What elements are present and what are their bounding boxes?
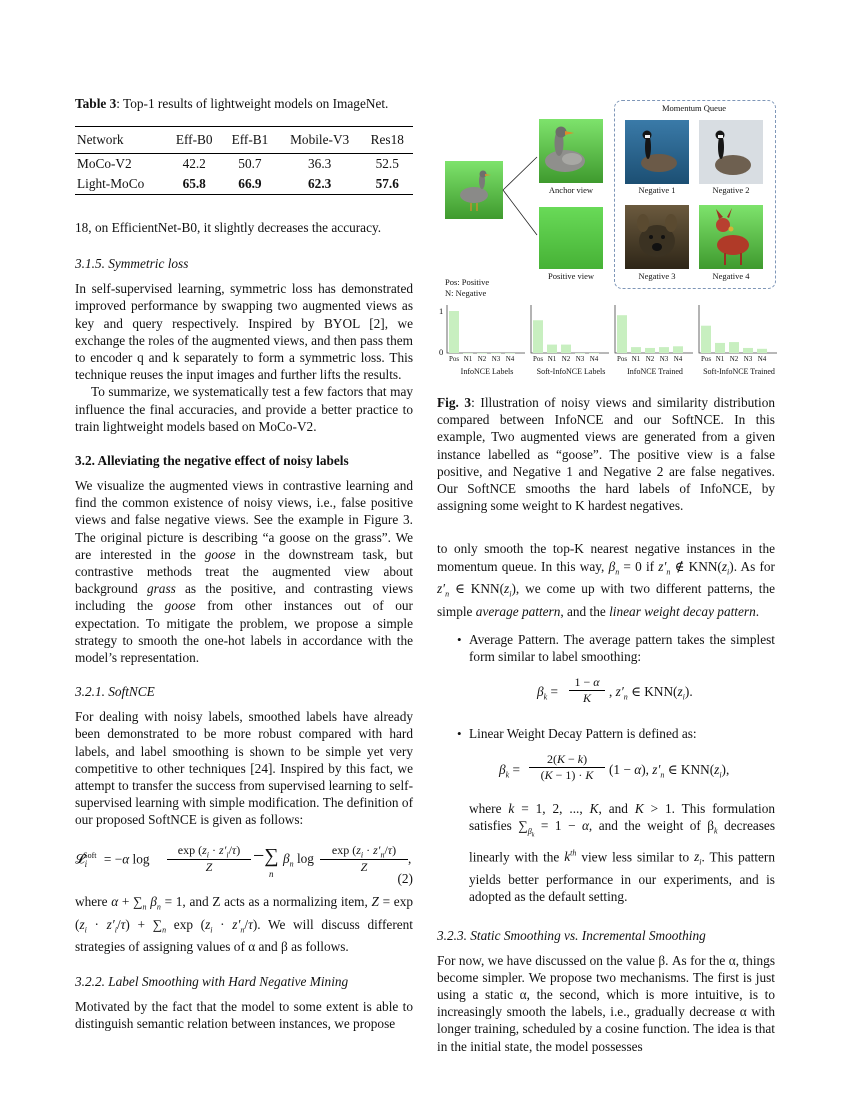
chart-tick-label: N3 bbox=[491, 355, 501, 363]
chart-tick-label: N1 bbox=[463, 355, 473, 363]
figure-3 bbox=[437, 95, 777, 385]
negative-4-label: Negative 4 bbox=[712, 271, 750, 281]
emphasis-average-pattern: average pattern bbox=[475, 604, 561, 620]
text-run: This formulation satisfies bbox=[469, 801, 775, 834]
chart-bar bbox=[589, 353, 599, 354]
paragraph-static-smoothing: For now, we have discussed on the value β. As for the α, things become simpler. We propose two mechanisms. The first is just using a static α, the second, which is more intuitive, is to increasingly smooth the labels, i.e., gradually decrease α with longer training, scheduled by a cosine function. The idea is that in the initial state, the model possesses bbox=[437, 952, 775, 1054]
chart-tick-label: N2 bbox=[729, 355, 739, 363]
paragraph-intro: 18, on EfficientNet-B0, it slightly decreases the accuracy. bbox=[75, 220, 382, 235]
chart-panel-title: Soft-InfoNCE Labels bbox=[536, 367, 606, 376]
paragraph-summary: To summarize, we systematically test a few factors that may influence the final accuracies, and provide a better practice to train lightweight models based on MoCo-V2. bbox=[75, 384, 413, 434]
y-axis-zero-label: 0 bbox=[439, 347, 444, 357]
text-run: to only smooth the top-K nearest negative instances in the momentum queue. In this way, bbox=[437, 541, 775, 574]
table-cell: 52.5 bbox=[375, 156, 399, 171]
text-run: as the positive, and contrasting views including the bbox=[75, 581, 413, 614]
section-heading-3-2-1: 3.2.1. SoftNCE bbox=[75, 684, 155, 700]
equation-average: $\beta_k$ = 1 − α K , $z'_n$ ∈ $KNN(z_i)$. bbox=[537, 674, 693, 705]
connector-line bbox=[503, 190, 537, 235]
chart-tick-label: N1 bbox=[631, 355, 641, 363]
chart-bar bbox=[547, 345, 557, 353]
connector-line bbox=[503, 157, 537, 190]
paragraph-noisy-labels bbox=[75, 477, 413, 666]
section-heading-3-2-2: 3.2.2. Label Smoothing with Hard Negative Mining bbox=[75, 973, 349, 989]
right-column bbox=[437, 394, 775, 1055]
paragraph-softnce: For dealing with noisy labels, smoothed labels have already been demonstrated to be more robust compared with hard labels, and label smoothing is shown to be simple yet very competitive to other techniques [24]. Inspired by this fact, we attempt to transfer the success from supervised learning to self-supervised learning with simple modification. The definition of our proposed SoftNCE is given as follows: bbox=[75, 709, 413, 828]
table-cell: Light-MoCo bbox=[77, 176, 145, 191]
legend-positive: Pos: Positive bbox=[445, 277, 490, 287]
table-cell: 65.8 bbox=[182, 176, 206, 191]
chart-tick-label: N4 bbox=[757, 355, 767, 363]
original-goose-image bbox=[445, 161, 503, 219]
chart-bar bbox=[505, 353, 515, 354]
chart-bar bbox=[617, 315, 627, 353]
table-header-cell: Eff-B0 bbox=[175, 132, 213, 147]
equation-number: (2) bbox=[397, 870, 413, 886]
text-run: in the downstream task, but contrastive methods treat the augmented view about background bbox=[75, 546, 413, 597]
emphasis-grass: grass bbox=[146, 581, 176, 597]
text-run: view less similar to bbox=[581, 849, 690, 865]
legend-negative: N: Negative bbox=[445, 288, 487, 298]
figure-caption bbox=[437, 394, 775, 514]
chart-tick-label: N3 bbox=[743, 355, 753, 363]
chart-tick-label: N2 bbox=[561, 355, 571, 363]
table-header-row bbox=[75, 127, 413, 154]
text-run: and Z acts as a normalizing item, bbox=[189, 893, 368, 909]
negative-1-label: Negative 1 bbox=[638, 185, 676, 195]
figure-caption-text: : Illustration of noisy views and similarity distribution compared between InfoNCE and our SoftNCE. In this example, Two augmented views are generated from a given instance labelled as “goose”. The positive view is a false positive, and Negative 1 and Negative 2 are false negatives. Our SoftNCE smooths the hard labels of InfoNCE, by assigning some weight to K hardest negatives. bbox=[437, 395, 775, 514]
table-header-cell: Network bbox=[77, 132, 124, 147]
chart-bar bbox=[729, 342, 739, 353]
chart-bar bbox=[631, 347, 641, 353]
chart-tick-label: Pos bbox=[448, 355, 460, 363]
negative-2-label: Negative 2 bbox=[712, 185, 750, 195]
paragraph-where-k: where k = 1, 2, ..., K, and K > 1. This formulation satisfies $\sum_{\beta_k} = 1 - \alpha$, and the weight of $\beta_k$ decreases linearly with the $k^{th}$ view less similar to $z_i$. This pattern yields better performance in our experiments, and is adopted as the default setting. bbox=[469, 801, 775, 905]
emphasis-goose: goose bbox=[204, 546, 236, 562]
equation-linear: $\beta_k$ = 2(K − k) (K − 1) · K (1 − α), $z'_n$ ∈ $KNN(z_i)$, bbox=[499, 752, 730, 783]
similarity-chart-bars bbox=[449, 311, 767, 354]
table-cell: 66.9 bbox=[238, 176, 262, 191]
table-caption bbox=[75, 95, 413, 112]
anchor-view-image bbox=[539, 119, 603, 183]
section-heading-3-2: 3.2. Alleviating the negative effect of noisy labels bbox=[75, 453, 349, 469]
table-cell: 62.3 bbox=[308, 176, 332, 191]
equation-softnce: 𝓛$_i^{Soft}$ = −α log $\exp (z_i \cdot z'_i/\tau)$ Z −∑ n $\beta_n$ log $\exp (z_i \cdot z'_n/\tau)$ Z , (2) bbox=[75, 842, 413, 886]
text-run: We visualize the augmented views in contrastive learning and find the common existence of noisy views, i.e., false positive views and false negative views. See the example in Figure 3. The original picture is describing “a goose on the grass”. We are interested in the bbox=[75, 478, 413, 562]
chart-tick-label: N1 bbox=[715, 355, 725, 363]
chart-bar bbox=[645, 348, 655, 353]
results-table bbox=[75, 126, 413, 195]
y-axis-one-label: 1 bbox=[439, 306, 444, 316]
chart-tick-label: N1 bbox=[547, 355, 557, 363]
paragraph-top-k: to only smooth the top-K nearest negative instances in the momentum queue. In this way, $\beta_n = 0$ if $z'_n$ ∉ $KNN(z_i)$. As for $z'_n$ ∈ $KNN(z_i)$, we come up with two different patterns, the simple average pattern, and the linear weight decay pattern. bbox=[437, 541, 775, 620]
left-column bbox=[75, 95, 413, 1032]
chart-bar bbox=[463, 353, 473, 354]
chart-panel-title: InfoNCE Trained bbox=[627, 367, 683, 376]
emphasis-linear-pattern: linear weight decay pattern bbox=[609, 604, 756, 620]
text-run: This pattern yields better performance in our experiments, and is adopted as the default setting. bbox=[469, 849, 775, 905]
chart-tick-label: Pos bbox=[532, 355, 544, 363]
table-header-cell: Res18 bbox=[370, 132, 404, 147]
chart-bar bbox=[701, 326, 711, 353]
chart-bar bbox=[743, 348, 753, 353]
chart-panel-title: InfoNCE Labels bbox=[460, 367, 514, 376]
text-run: decreases linearly with the bbox=[469, 818, 775, 865]
chart-bar bbox=[659, 347, 669, 353]
chart-bar bbox=[449, 311, 459, 353]
anchor-view-label: Anchor view bbox=[548, 185, 594, 195]
paragraph-where-alpha: where $\alpha + \sum_n$ $\beta_n = 1$, and Z acts as a normalizing item, $Z = \exp (z_i \cdot z'_i/\tau) + \sum_n$ $\exp (z_i \cdot z'_n/\tau)$. We will discuss different strategies of assigning values of α and β as follows. bbox=[75, 893, 413, 955]
text-run: and the weight of β bbox=[598, 818, 715, 834]
momentum-queue-label: Momentum Queue bbox=[662, 103, 726, 113]
chart-tick-label: N4 bbox=[589, 355, 599, 363]
bullet-linear-pattern: • Linear Weight Decay Pattern is defined as: bbox=[437, 725, 775, 742]
text-run: We will discuss different strategies of assigning values of α and β as follows. bbox=[75, 916, 413, 955]
text-run: , and the bbox=[560, 604, 606, 620]
table-cell: MoCo-V2 bbox=[77, 156, 132, 171]
chart-tick-label: Pos bbox=[616, 355, 628, 363]
positive-view-image bbox=[539, 207, 603, 269]
section-heading-3-2-3: 3.2.3. Static Smoothing vs. Incremental Smoothing bbox=[437, 927, 706, 943]
chart-tick-label: N2 bbox=[645, 355, 655, 363]
text-run: we come up with two different patterns, the simple bbox=[437, 581, 775, 620]
chart-bar bbox=[715, 343, 725, 353]
chart-bar bbox=[491, 353, 501, 354]
chart-tick-label: Pos bbox=[700, 355, 712, 363]
chart-bar bbox=[673, 346, 683, 353]
chart-tick-label: N4 bbox=[505, 355, 515, 363]
figure-caption-label: Fig. 3 bbox=[437, 395, 472, 410]
chart-bar bbox=[561, 345, 571, 353]
negative-3-label: Negative 3 bbox=[638, 271, 676, 281]
section-heading-3-1-5: 3.1.5. Symmetric loss bbox=[75, 256, 189, 272]
table-cell: 42.2 bbox=[182, 156, 206, 171]
chart-tick-label: N3 bbox=[575, 355, 585, 363]
chart-tick-label: N2 bbox=[477, 355, 487, 363]
text-run: . bbox=[755, 604, 760, 620]
chart-tick-label: N4 bbox=[673, 355, 683, 363]
table-caption-label: Table 3 bbox=[75, 96, 117, 111]
positive-view-label: Positive view bbox=[547, 271, 595, 281]
chart-panel-title: Soft-InfoNCE Trained bbox=[703, 367, 775, 376]
table-cell: 50.7 bbox=[238, 156, 262, 171]
emphasis-goose: goose bbox=[164, 598, 196, 614]
table-cell: 57.6 bbox=[375, 176, 399, 191]
table-caption-text: : Top-1 results of lightweight models on ImageNet. bbox=[116, 96, 389, 111]
text-run: from other instances out of our expectation. To mitigate the problem, we propose a simple strategy to smooth the one-hot labels in accordance with the model’s representation. bbox=[75, 598, 413, 666]
table-header-cell: Eff-B1 bbox=[231, 132, 269, 147]
chart-bar bbox=[533, 320, 543, 353]
paragraph-motivation: Motivated by the fact that the model to some extent is able to distinguish semantic relation between instances, we propose bbox=[75, 998, 413, 1031]
chart-tick-label: N3 bbox=[659, 355, 669, 363]
table-row bbox=[75, 174, 413, 195]
chart-bar bbox=[477, 353, 487, 354]
table-row bbox=[75, 154, 413, 175]
table-cell: 36.3 bbox=[308, 156, 332, 171]
similarity-chart-axes bbox=[447, 305, 777, 353]
paragraph-symmetric-loss: In self-supervised learning, symmetric loss has demonstrated improved performance by swapping two augmented views as key and query respectively. Inspired by BYOL [2], we exchange the roles of the augmented views, and then pass them to encoder q and k separately to form a symmetric loss. This technique reuses the input images and further lifts the results. bbox=[75, 281, 413, 383]
bullet-average-pattern: • Average Pattern. The average pattern takes the simplest form similar to label smoothing: bbox=[437, 631, 775, 665]
chart-bar bbox=[757, 349, 767, 353]
chart-bar bbox=[575, 353, 585, 354]
table-header-cell: Mobile-V3 bbox=[290, 132, 350, 147]
